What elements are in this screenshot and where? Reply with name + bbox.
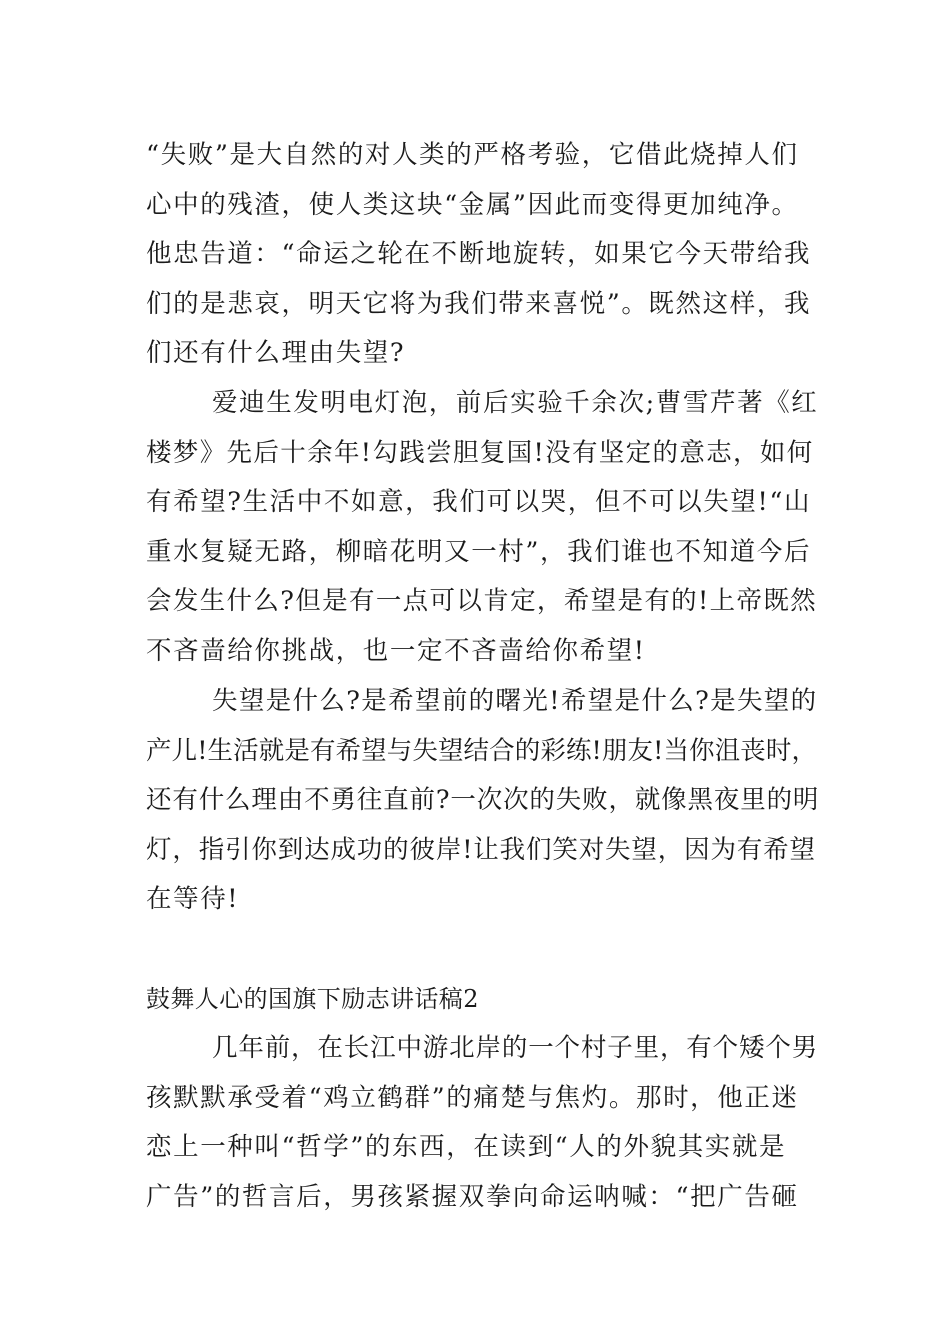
text-line: “失败”是大自然的对人类的严格考验，它借此烧掉人们: [146, 140, 799, 170]
text-line: 有希望?生活中不如意，我们可以哭，但不可以失望!“山: [146, 487, 812, 517]
text-line: 灯，指引你到达成功的彼岸!让我们笑对失望，因为有希望: [146, 834, 816, 865]
text-line: 在等待!: [146, 884, 240, 914]
paragraph-failure-test: [146, 131, 818, 379]
paragraph-short-boy: [146, 1024, 818, 1222]
text-line: 还有什么理由不勇往直前?一次次的失败，就像黑夜里的明: [146, 785, 820, 815]
text-line: 产儿!生活就是有希望与失望结合的彩练!朋友!当你沮丧时，: [146, 735, 818, 766]
text-line: 们还有什么理由失望?: [146, 338, 406, 368]
text-line: 失望是什么?是希望前的曙光!希望是什么?是失望的: [212, 686, 818, 716]
section-heading: 鼓舞人心的国旗下励志讲话稿2: [146, 985, 479, 1013]
text-line: 爱迪生发明电灯泡，前后实验千余次;曹雪芹著《红: [212, 388, 819, 418]
text-line: 几年前，在长江中游北岸的一个村子里，有个矮个男: [212, 1033, 819, 1063]
text-line: 会发生什么?但是有一点可以肯定，希望是有的!上帝既然: [146, 586, 818, 616]
paragraph-what-is-disappointment: [146, 677, 818, 925]
text-line: 楼梦》先后十余年!勾践尝胆复国!没有坚定的意志，如何: [146, 437, 814, 468]
text-line: 心中的残渣，使人类这块“金属”因此而变得更加纯净。: [146, 189, 799, 220]
text-line: 不吝啬给你挑战，也一定不吝啬给你希望!: [146, 635, 646, 666]
text-line: 孩默默承受着“鸡立鹤群”的痛楚与焦灼。那时，他正迷: [146, 1082, 799, 1113]
text-line: 他忠告道：“命运之轮在不断地旋转，如果它今天带给我: [146, 239, 812, 269]
paragraph-edison: [146, 379, 818, 676]
text-line: 恋上一种叫“哲学”的东西，在读到“人的外貌其实就是: [146, 1132, 787, 1162]
text-line: 们的是悲哀，明天它将为我们带来喜悦”。既然这样，我: [146, 288, 812, 319]
text-line: 广告”的哲言后，男孩紧握双拳向命运呐喊：“把广告砸: [146, 1181, 799, 1212]
text-line: 重水复疑无路，柳暗花明又一村”，我们谁也不知道今后: [146, 536, 812, 567]
